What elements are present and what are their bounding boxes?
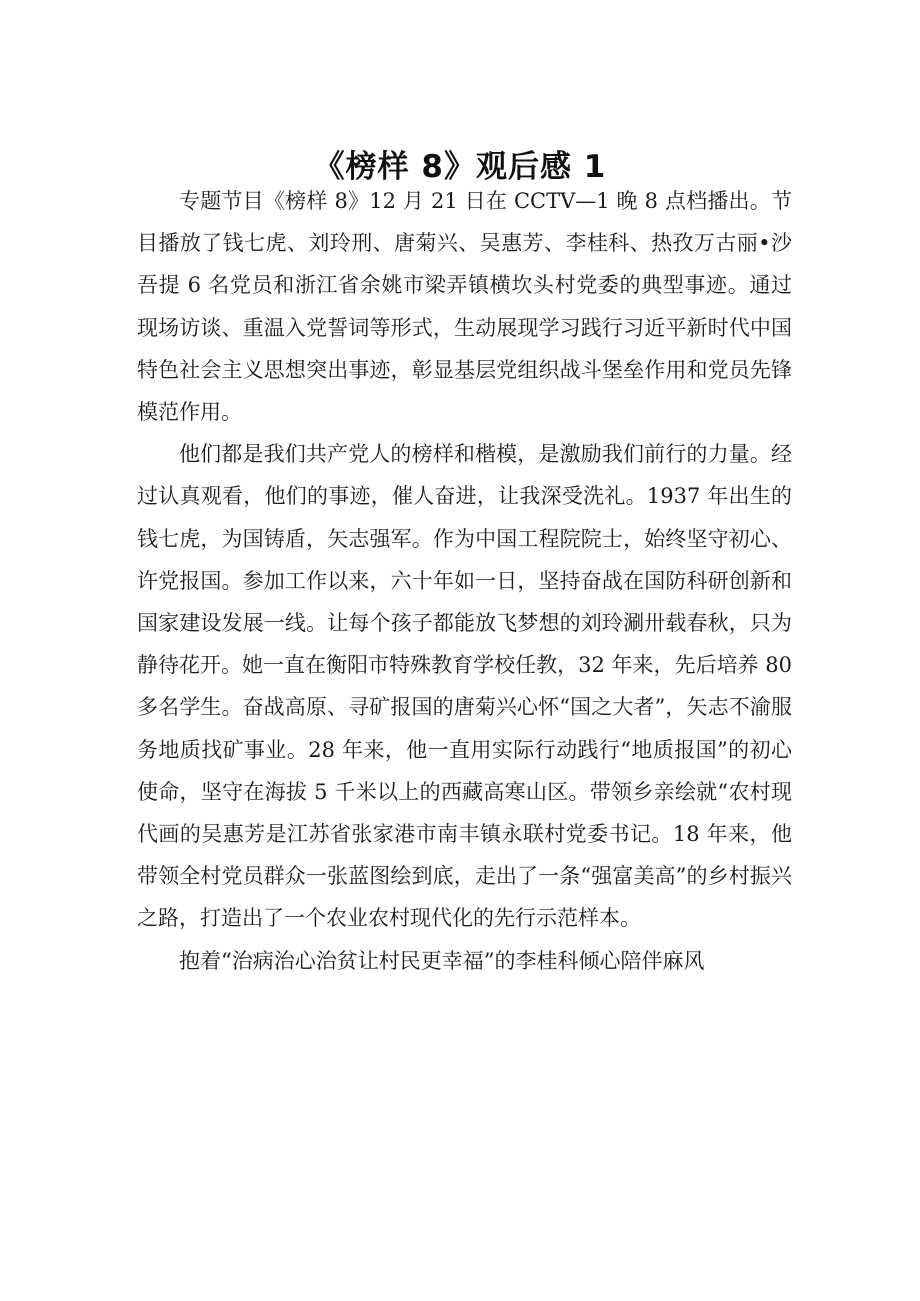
document-body <box>137 180 792 982</box>
paragraph-li-guike: 抱着“治病治心治贫让村民更幸福”的李桂科倾心陪伴麻风 <box>179 948 705 973</box>
paragraph-role-models: 他们都是我们共产党人的榜样和楷模，是激励我们前行的力量。经过认真观看，他们的事迹，催人奋进，让我深受洗礼。1937 年出生的钱七虎，为国铸盾，矢志强军。作为中国工程院院士，始终坚守初心、许党报国。参加工作以来，六十年如一日，坚持奋战在国防科研创新和国家建设发展一线。让每个孩子都能放飞梦想的刘玲涮卅载春秋，只为静待花开。她一直在衡阳市特殊教育学校任教，32 年来，先后培养 80 多名学生。奋战高原、寻矿报国的唐菊兴心怀“国之大者”，矢志不渝服务地质找矿事业。28 年来，他一直用实际行动践行“地质报国”的初心使命，坚守在海拔 5 千米以上的西藏高寒山区。带领乡亲绘就“农村现代画的吴惠芳是江苏省张家港市南丰镇永联村党委书记。18 年来，他带领全村党员群众一张蓝图绘到底，走出了一条“强富美高”的乡村振兴之路，打造出了一个农业农村现代化的先行示范样本。 <box>137 442 792 931</box>
paragraph-intro: 专题节目《榜样 8》12 月 21 日在 CCTV—1 晚 8 点档播出。节目播放了钱七虎、刘玲刑、唐菊兴、吴惠芳、李桂科、热孜万古丽•沙吾提 6 名党员和浙江省余姚市梁弄镇横坎头村党委的典型事迹。通过现场访谈、重温入党誓词等形式，生动展现学习践行习近平新时代中国特色社会主义思想突出事迹，彰显基层党组织战斗堡垒作用和党员先锋模范作用。 <box>137 189 792 425</box>
document-title: 《榜样 8》观后感 1 <box>313 148 607 185</box>
